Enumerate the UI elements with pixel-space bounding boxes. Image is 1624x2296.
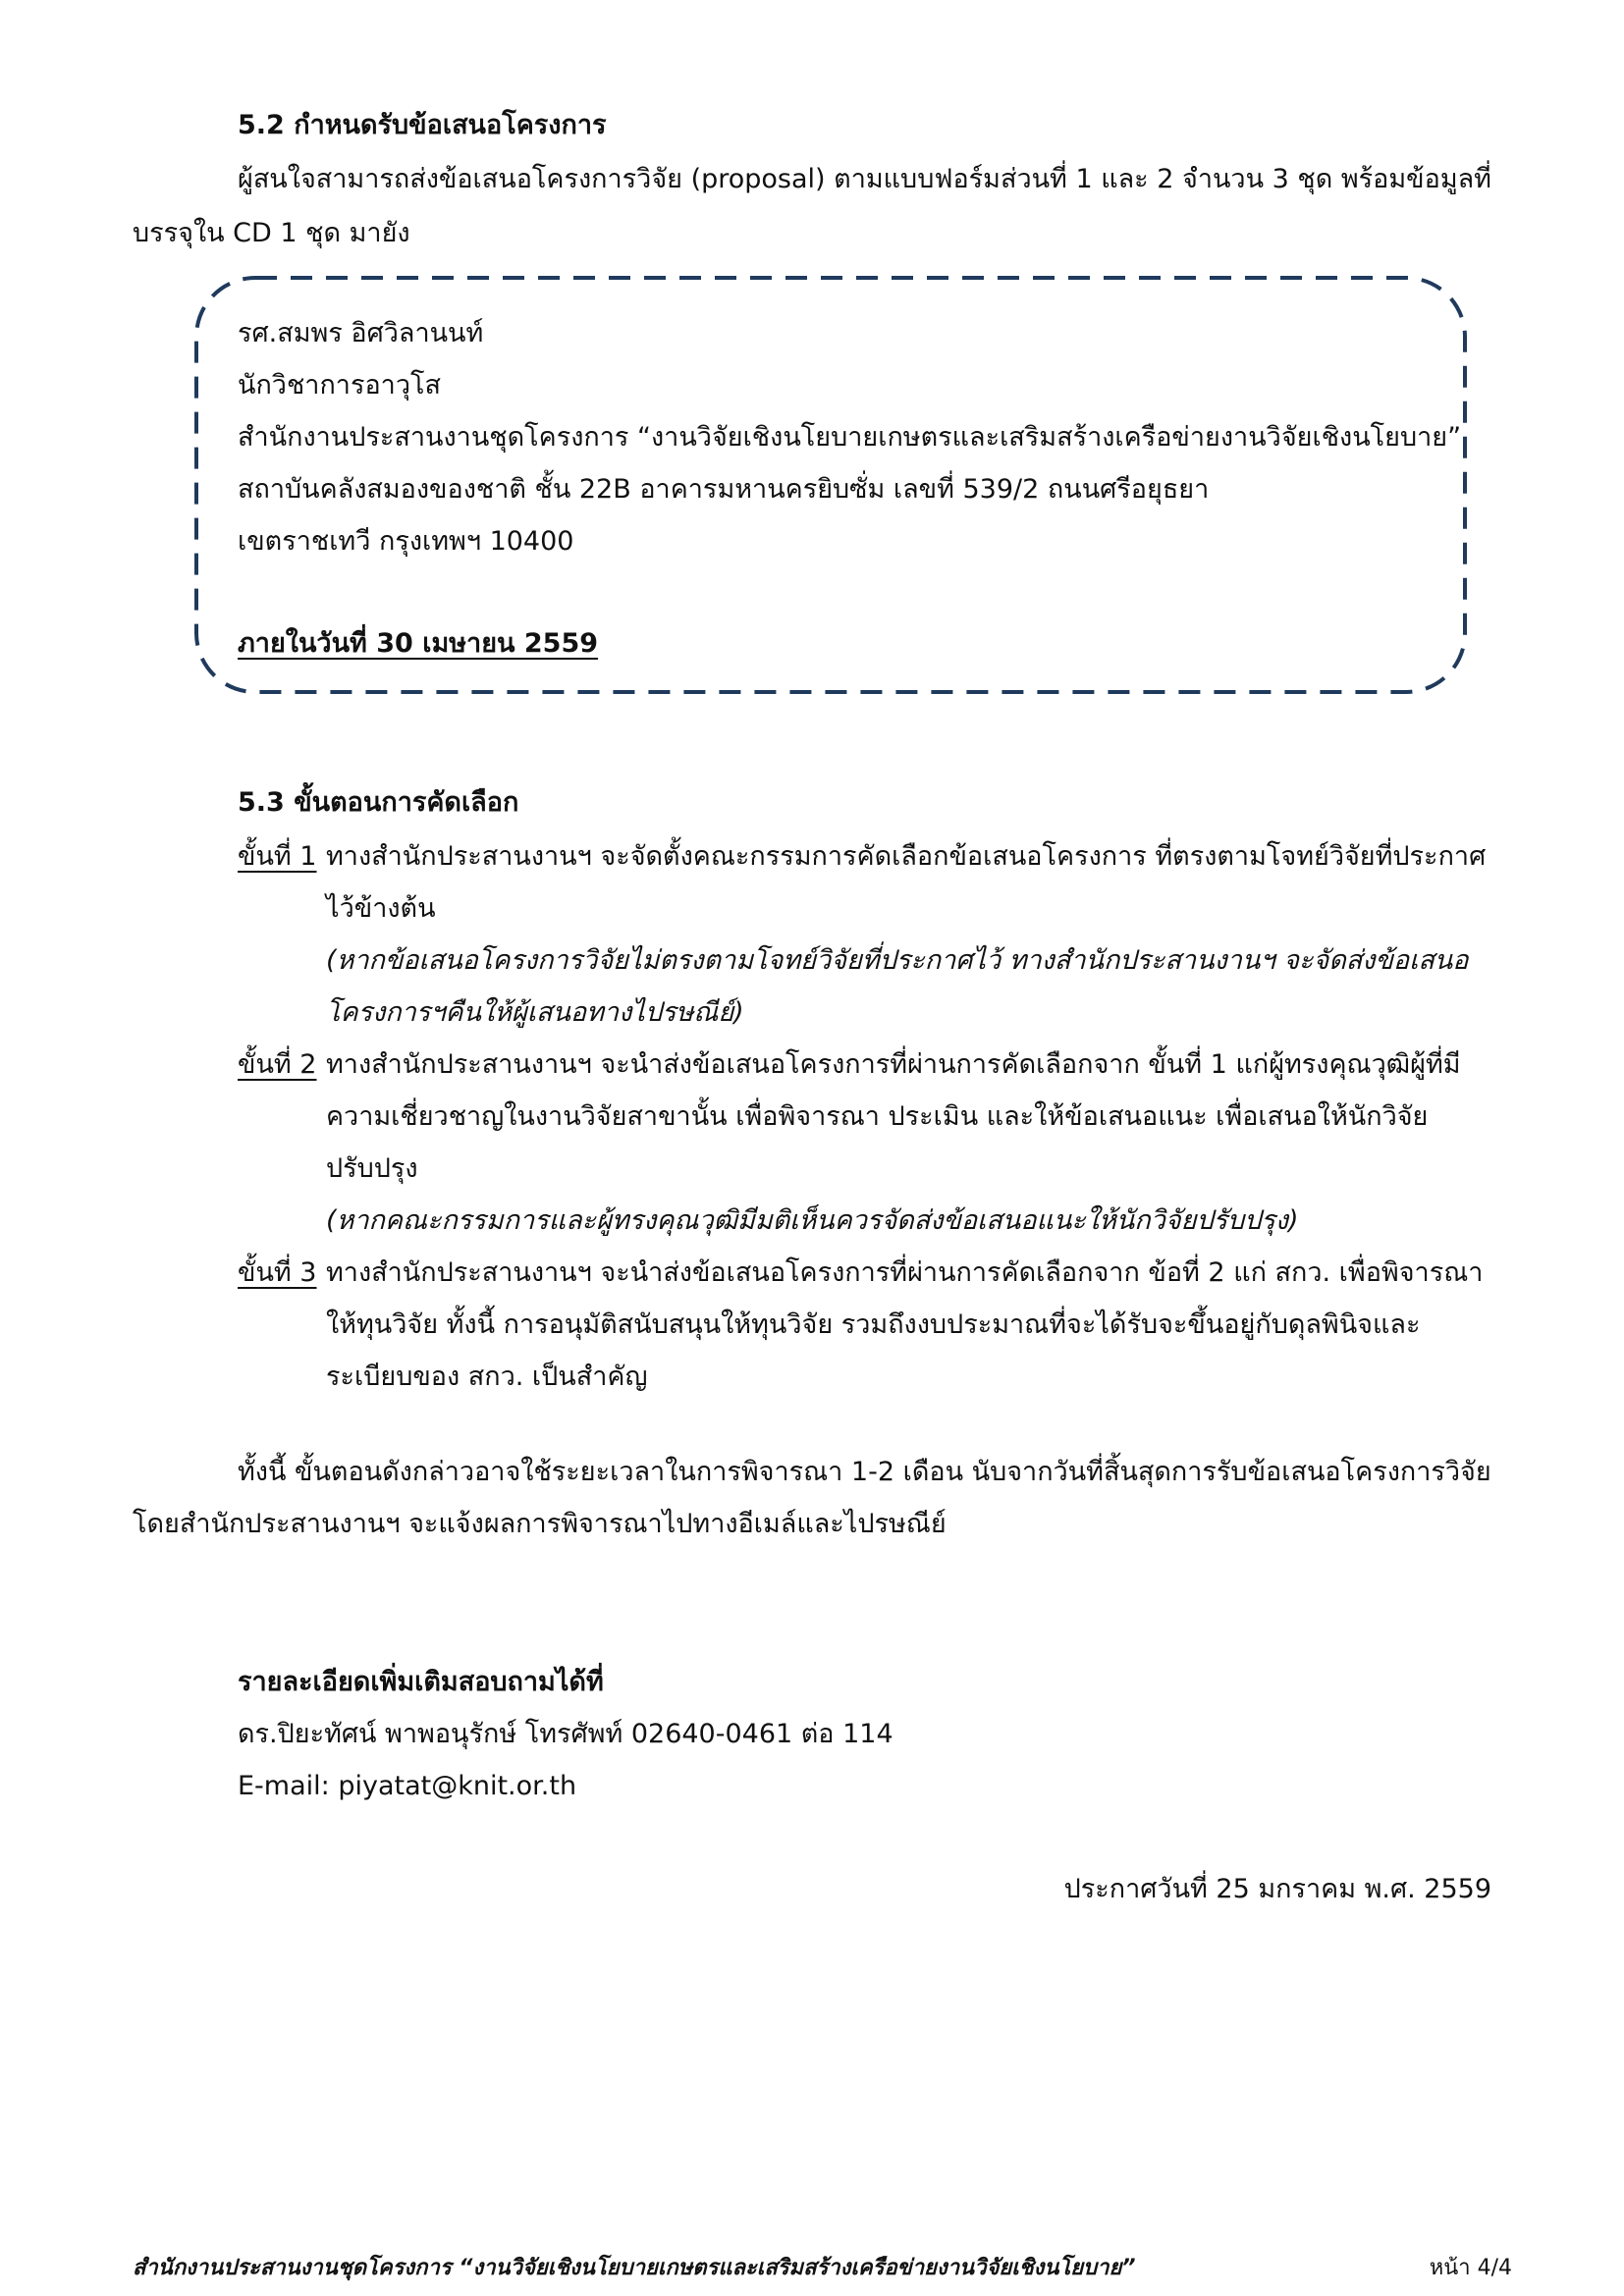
step-1-note-line-2: โครงการฯคืนให้ผู้เสนอทางไปรษณีย์) — [326, 997, 744, 1028]
section-5-2-heading: 5.2 กำหนดรับข้อเสนอโครงการ — [238, 110, 607, 140]
announcement-date: ประกาศวันที่ 25 มกราคม พ.ศ. 2559 — [1063, 1874, 1491, 1904]
step-2-line-1: ทางสำนักประสานงานฯ จะนำส่งข้อเสนอโครงการที่ผ่านการคัดเลือกจาก ขั้นที่ 1 แก่ผู้ทรงคุณวุฒิผู้ที่มี — [326, 1049, 1461, 1080]
address-position: นักวิชาการอาวุโส — [238, 370, 441, 400]
section-5-2-paragraph-line-1: ผู้สนใจสามารถส่งข้อเสนอโครงการวิจัย (proposal) ตามแบบฟอร์มส่วนที่ 1 และ 2 จำนวน 3 ชุด พร้อมข้อมูลที่ — [238, 164, 1491, 194]
step-1-line-2: ไว้ข้างต้น — [326, 893, 436, 924]
footer-page-number: หน้า 4/4 — [1429, 2256, 1512, 2280]
submission-deadline: ภายในวันที่ 30 เมษายน 2559 — [238, 628, 599, 659]
step-2-line-3: ปรับปรุง — [326, 1153, 418, 1184]
step-1-label: ขั้นที่ 1 — [238, 841, 317, 872]
address-line-2: เขตราชเทวี กรุงเทพฯ 10400 — [238, 526, 574, 557]
step-3-label: ขั้นที่ 3 — [238, 1257, 317, 1288]
contact-email: E-mail: piyatat@knit.or.th — [238, 1771, 577, 1801]
footer-office: สำนักงานประสานงานชุดโครงการ “งานวิจัยเชิงนโยบายเกษตรและเสริมสร้างเครือข่ายงานวิจัยเชิงนโยบาย” — [133, 2256, 1136, 2280]
section-5-3-heading: 5.3 ขั้นตอนการคัดเลือก — [238, 787, 519, 818]
address-name: รศ.สมพร อิศวิลานนท์ — [238, 318, 484, 348]
step-1-line-1: ทางสำนักประสานงานฯ จะจัดตั้งคณะกรรมการคัดเลือกข้อเสนอโครงการ ที่ตรงตามโจทย์วิจัยที่ประกาศ — [326, 841, 1487, 872]
address-office: สำนักงานประสานงานชุดโครงการ “งานวิจัยเชิงนโยบายเกษตรและเสริมสร้างเครือข่ายงานวิจัยเชิงนโยบาย” — [238, 422, 1462, 453]
step-3-line-2: ให้ทุนวิจัย ทั้งนี้ การอนุมัติสนับสนุนให้ทุนวิจัย รวมถึงงบประมาณที่จะได้รับจะขึ้นอยู่กับดุลพินิจและ — [326, 1309, 1421, 1340]
contact-person: ดร.ปิยะทัศน์ พาพอนุรักษ์ โทรศัพท์ 02640-0461 ต่อ 114 — [238, 1719, 893, 1749]
section-5-2-paragraph-line-2: บรรจุใน CD 1 ชุด มายัง — [133, 218, 410, 248]
step-3-line-3: ระเบียบของ สกว. เป็นสำคัญ — [326, 1362, 648, 1392]
step-1-note-line-1: (หากข้อเสนอโครงการวิจัยไม่ตรงตามโจทย์วิจัยที่ประกาศไว้ ทางสำนักประสานงานฯ จะจัดส่งข้อเสนอ — [326, 945, 1469, 976]
summary-line-1: ทั้งนี้ ขั้นตอนดังกล่าวอาจใช้ระยะเวลาในการพิจารณา 1-2 เดือน นับจากวันที่สิ้นสุดการรับข้อเสนอโครงการวิจัย — [238, 1457, 1491, 1487]
summary-line-2: โดยสำนักประสานงานฯ จะแจ้งผลการพิจารณาไปทางอีเมล์และไปรษณีย์ — [133, 1509, 947, 1539]
address-line-1: สถาบันคลังสมองของชาติ ชั้น 22B อาคารมหานครยิบซั่ม เลขที่ 539/2 ถนนศรีอยุธยา — [238, 474, 1210, 505]
step-3-line-1: ทางสำนักประสานงานฯ จะนำส่งข้อเสนอโครงการที่ผ่านการคัดเลือกจาก ข้อที่ 2 แก่ สกว. เพื่อพิจารณา — [326, 1257, 1484, 1288]
step-2-note: (หากคณะกรรมการและผู้ทรงคุณวุฒิมีมติเห็นควรจัดส่งข้อเสนอแนะให้นักวิจัยปรับปรุง) — [326, 1205, 1299, 1236]
contact-heading: รายละเอียดเพิ่มเติมสอบถามได้ที่ — [238, 1667, 604, 1697]
step-2-line-2: ความเชี่ยวชาญในงานวิจัยสาขานั้น เพื่อพิจารณา ประเมิน และให้ข้อเสนอแนะ เพื่อเสนอให้นักวิจัย — [326, 1101, 1429, 1132]
step-2-label: ขั้นที่ 2 — [238, 1049, 317, 1080]
